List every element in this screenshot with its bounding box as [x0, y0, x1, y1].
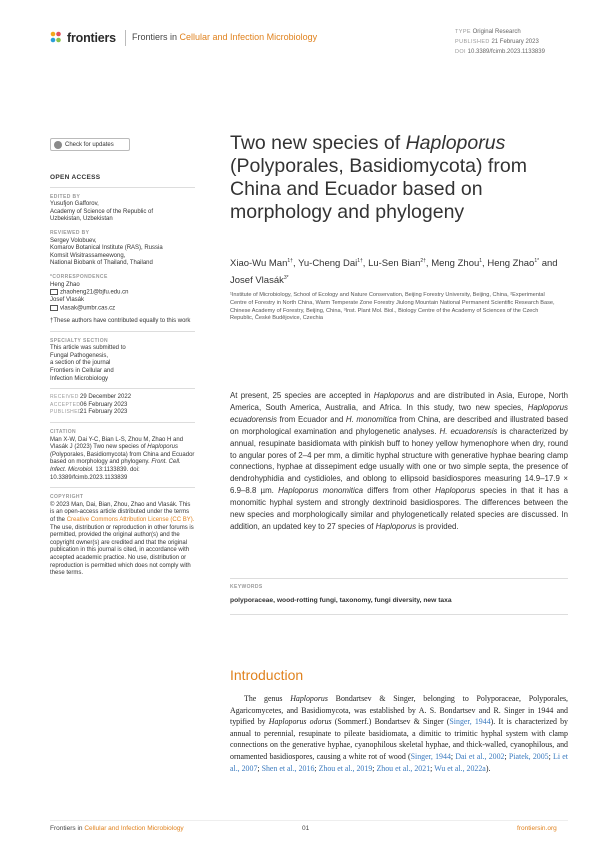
specialty-line: a section of the journal	[50, 360, 111, 367]
footer-divider	[50, 820, 568, 821]
author[interactable]: Yu-Cheng Dai$^{1\dagger}$	[298, 258, 363, 270]
text-run: ).	[485, 763, 491, 773]
reference-link[interactable]: Zhou et al., 2019	[318, 763, 373, 773]
text-run: ;	[548, 751, 554, 761]
journal-prefix: Frontiers in	[132, 32, 178, 42]
edited-by-line: Academy of Science of the Republic of	[50, 208, 154, 215]
check-updates-label: Check for updates	[65, 141, 114, 148]
text-run: ;	[372, 763, 377, 773]
header-divider	[125, 30, 126, 46]
reviewed-by-label: REVIEWED BY	[50, 229, 90, 236]
divider	[50, 388, 195, 389]
published-label: PUBLISHED	[455, 39, 490, 45]
author[interactable]: Meng Zhou$^1$	[431, 258, 483, 270]
corr-name: Josef Vlasák	[50, 297, 85, 304]
footer-journal-name: Cellular and Infection Microbiology	[84, 825, 184, 832]
corr-email[interactable]	[50, 289, 195, 297]
reviewer-line: Komsit Wisitrassameewong,	[50, 252, 126, 259]
affiliations: ¹Institute of Microbiology, School of Ecology and Nature Conservation, Beijing Forestry University, Beijing, China, ²Experimental Centre of Forestry in North China, Warm Temperate Zone Forestry Jiulong Mountain National Permanent Scientific Research Base, Chinese Academy of Forestry, Beijing, China, ³Inst. Plant Mol. Biol., Biology Centre of the Academy of Sciences of the Czech Republic, České Budějovice, Czechia	[230, 292, 555, 322]
text-run: differs from other	[363, 486, 436, 496]
text-run: is provided.	[416, 521, 459, 531]
species-name: Haploporus	[373, 391, 415, 400]
specialty-line: This article was submitted to	[50, 345, 126, 352]
journal-header[interactable]	[132, 32, 317, 42]
divider	[50, 422, 195, 423]
footer-journal	[50, 825, 184, 832]
reference-link[interactable]: Zhou et al., 2021	[376, 763, 431, 773]
edited-by-label: EDITED BY	[50, 193, 81, 200]
published-value: 21 February 2023	[491, 39, 539, 45]
corr-email-text: vlasak@umbr.cas.cz	[60, 305, 116, 312]
species-name: Haploporus	[375, 521, 417, 531]
corr-name: Heng Zhao	[50, 281, 80, 288]
mail-icon	[50, 305, 58, 311]
species-name: Haploporus monomitica	[278, 486, 364, 496]
author[interactable]: Xiao-Wu Man$^{1\dagger}$	[230, 258, 293, 270]
footer-journal-prefix: Frontiers in	[50, 825, 83, 832]
type-label: TYPE	[455, 29, 471, 35]
text-run: ;	[504, 751, 509, 761]
received-label: RECEIVED	[50, 394, 79, 401]
correspondence-label: *CORRESPONDENCE	[50, 273, 108, 280]
cc-by-link[interactable]: Creative Commons Attribution License (CC BY).	[66, 516, 195, 523]
text-run: from Ecuador and	[276, 414, 346, 424]
text-run: Bondartsev & Singer, belonging to Polyporaceae, Polyporales, Agaricomycetes, and Basidiomycota, was established by A. S. Bondartsev and R. Singer in 1944 and typified by	[230, 694, 568, 727]
text-run: is characterized by annual, resupinate basidiomata with pinkish buff to honey yellow hymenophore when dry, round to angular pores of 2–4 per mm, a dimitic hyphal structure with generative hyphae bearing clamp connections, hyphae at dissepiment edge usually with one or two simple septa, the presence of dendrohyphidia and cystidioles, and oblong to ellipsoid basidiospores measuring 14.9–17.9 × 6.9–8.8 µm.	[230, 426, 568, 496]
text-run: and are distributed in Asia, Europe, North America, South America, Australia, and Africa. In this study, two new species,	[230, 391, 568, 412]
text-run: ;	[450, 751, 456, 761]
title-part: Two new species of	[230, 132, 401, 154]
copyright-b: The use, distribution or reproduction in other forums is permitted, provided the original author(s) and the copyright owner(s) are credited and that the original publication in this journal is cited, in accordance with accepted academic practice. No use, distribution or reproduction is permitted which does not comply with these terms.	[50, 524, 194, 577]
species-name: Haploporus odorus	[268, 717, 332, 727]
article-meta	[455, 27, 545, 57]
doi-label: DOI	[455, 49, 466, 55]
copyright-a: © 2023 Man, Dai, Bian, Zhou, Zhao and Vlasák. This is an open-access article distributed under the terms of the	[50, 501, 191, 523]
intro-paragraph	[230, 693, 568, 774]
text-run: from China, are described and illustrated based on morphological examination and phylogenetic analyses.	[230, 414, 568, 436]
divider	[50, 487, 195, 488]
citation-main: Man X-W, Dai Y-C, Bian L-S, Zhou M, Zhao H and Vlasák J (2023) Two new species of	[50, 436, 184, 451]
reference-link[interactable]: Dai et al., 2002	[455, 751, 505, 761]
text-run: The genus	[244, 694, 291, 703]
citation-volume: 13:1133839.	[95, 466, 129, 473]
reference-link[interactable]: Shen et al., 2016	[261, 763, 315, 773]
accepted-label: ACCEPTED	[50, 401, 81, 408]
reference-link[interactable]: Singer, 1944	[449, 717, 491, 727]
copyright-label: COPYRIGHT	[50, 494, 84, 501]
check-for-updates-button[interactable]	[50, 138, 130, 151]
citation-label: CITATION	[50, 429, 77, 435]
author-list: Xiao-Wu Man$^{1\dagger}$, Yu-Cheng Dai$^{1\dagger}$, Lu-Sen Bian$^{2\dagger}$, Meng Zhou$^1$, Heng Zhao$^{1*}$ and Josef Vlasák$^{3*}$	[230, 258, 558, 287]
abstract	[230, 390, 568, 533]
citation-text	[50, 437, 195, 483]
author[interactable]: Lu-Sen Bian$^{2\dagger}$	[368, 258, 426, 270]
edited-by-line: Yusufjon Gafforov,	[50, 201, 99, 208]
divider	[50, 187, 195, 188]
text-run: ;	[257, 763, 262, 773]
check-updates-icon	[54, 141, 62, 149]
text-run: At present, 25 species are accepted in	[230, 391, 374, 400]
frontiers-logo-icon	[50, 31, 64, 45]
reviewer-line: Komarov Botanical Institute (RAS), Russia	[50, 245, 163, 252]
species-name: H. monomitica	[345, 414, 397, 424]
mail-icon	[50, 289, 58, 295]
brand-logo[interactable]: frontiers	[67, 31, 116, 45]
species-name: Haploporus	[290, 694, 328, 703]
title-part: (Polyporales, Basidiomycota) from China and Ecuador based on morphology and phylogeny	[230, 155, 527, 223]
divider	[230, 578, 568, 579]
edited-by-line: Uzbekistan, Uzbekistan	[50, 216, 113, 223]
text-run: species in that it has a monomitic hyphal system and strongly dextrinoid basidiospores. The differences between the new species and morphologically similar and phylogenetically related species are discussed. In addition, an updated key to 27 species of	[230, 486, 568, 531]
copyright-text	[50, 502, 195, 578]
corr-email[interactable]	[50, 305, 195, 313]
species-name: H. ecuadorensis	[439, 426, 498, 436]
citation-genus: Haploporus	[147, 444, 178, 451]
citation-doi[interactable]: doi: 10.3389/fcimb.2023.1133839	[50, 466, 140, 481]
text-run: ;	[430, 763, 435, 773]
keywords-label: KEYWORDS	[230, 584, 263, 590]
footer-site-link[interactable]: frontiersin.org	[517, 825, 557, 832]
text-run: ). It is characterized by annual to perennial, resupinate to pileate basidiomata, a dimitic to trimitic hyphal system with clamp connections on the generative hyphae, cyanophilous skeletal hyphae, and thick-walled, cyanophilous, and ornamented basidiospores, causing a white rot of wood (	[230, 717, 568, 761]
species-name: Haploporus	[435, 486, 476, 496]
text-run: ;	[314, 763, 319, 773]
text-run: (Sommerf.) Bondartsev & Singer (	[331, 717, 450, 727]
reference-link[interactable]: Li et al., 2007	[230, 751, 568, 773]
reference-link[interactable]: Wu et al., 2022a	[434, 763, 486, 773]
article-title	[230, 132, 570, 224]
dates	[50, 394, 195, 417]
journal-name: Cellular and Infection Microbiology	[179, 32, 318, 42]
specialty-line: Fungal Pathogenesis,	[50, 352, 109, 359]
citation-journal: Front. Cell. Infect. Microbiol.	[50, 459, 181, 473]
corr-email-text: zhaoheng21@bjfu.edu.cn	[60, 289, 129, 296]
open-access-label: OPEN ACCESS	[50, 174, 101, 181]
reviewer-line: Sergey Volobuev,	[50, 237, 97, 244]
author[interactable]: Josef Vlasák$^{3*}$	[230, 275, 289, 287]
type-value: Original Research	[472, 29, 521, 35]
accepted-date: 06 February 2023	[80, 401, 128, 408]
title-genus: Haploporus	[405, 132, 506, 154]
specialty-label: SPECIALTY SECTION	[50, 337, 109, 344]
specialty-line: Infection Microbiology	[50, 375, 109, 382]
author[interactable]: Heng Zhao$^{1*}$	[487, 258, 540, 270]
divider	[50, 331, 195, 332]
specialty-line: Frontiers in Cellular and	[50, 368, 114, 375]
citation-rest: (Polyporales, Basidiomycota) from China and Ecuador based on morphology and phylogeny.	[50, 451, 195, 466]
published-date: 21 February 2023	[80, 409, 128, 416]
species-name: Haploporus ecuadorensis	[230, 402, 568, 424]
sidebar	[50, 174, 195, 578]
page-number: 01	[302, 825, 310, 832]
divider	[230, 614, 568, 615]
reference-link[interactable]: Piatek, 2005	[508, 751, 549, 761]
equal-contribution-note: †These authors have contributed equally to this work	[50, 318, 191, 325]
published-label: PUBLISHED	[50, 409, 82, 416]
received-date: 29 December 2022	[80, 394, 132, 401]
keywords: polyporaceae, wood-rotting fungi, taxonomy, fungi diversity, new taxa	[230, 597, 452, 604]
reference-link[interactable]: Singer, 1944	[410, 751, 451, 761]
section-heading: Introduction	[230, 667, 304, 683]
reviewer-line: National Biobank of Thailand, Thailand	[50, 260, 153, 267]
doi-value[interactable]: 10.3389/fcimb.2023.1133839	[467, 49, 545, 55]
